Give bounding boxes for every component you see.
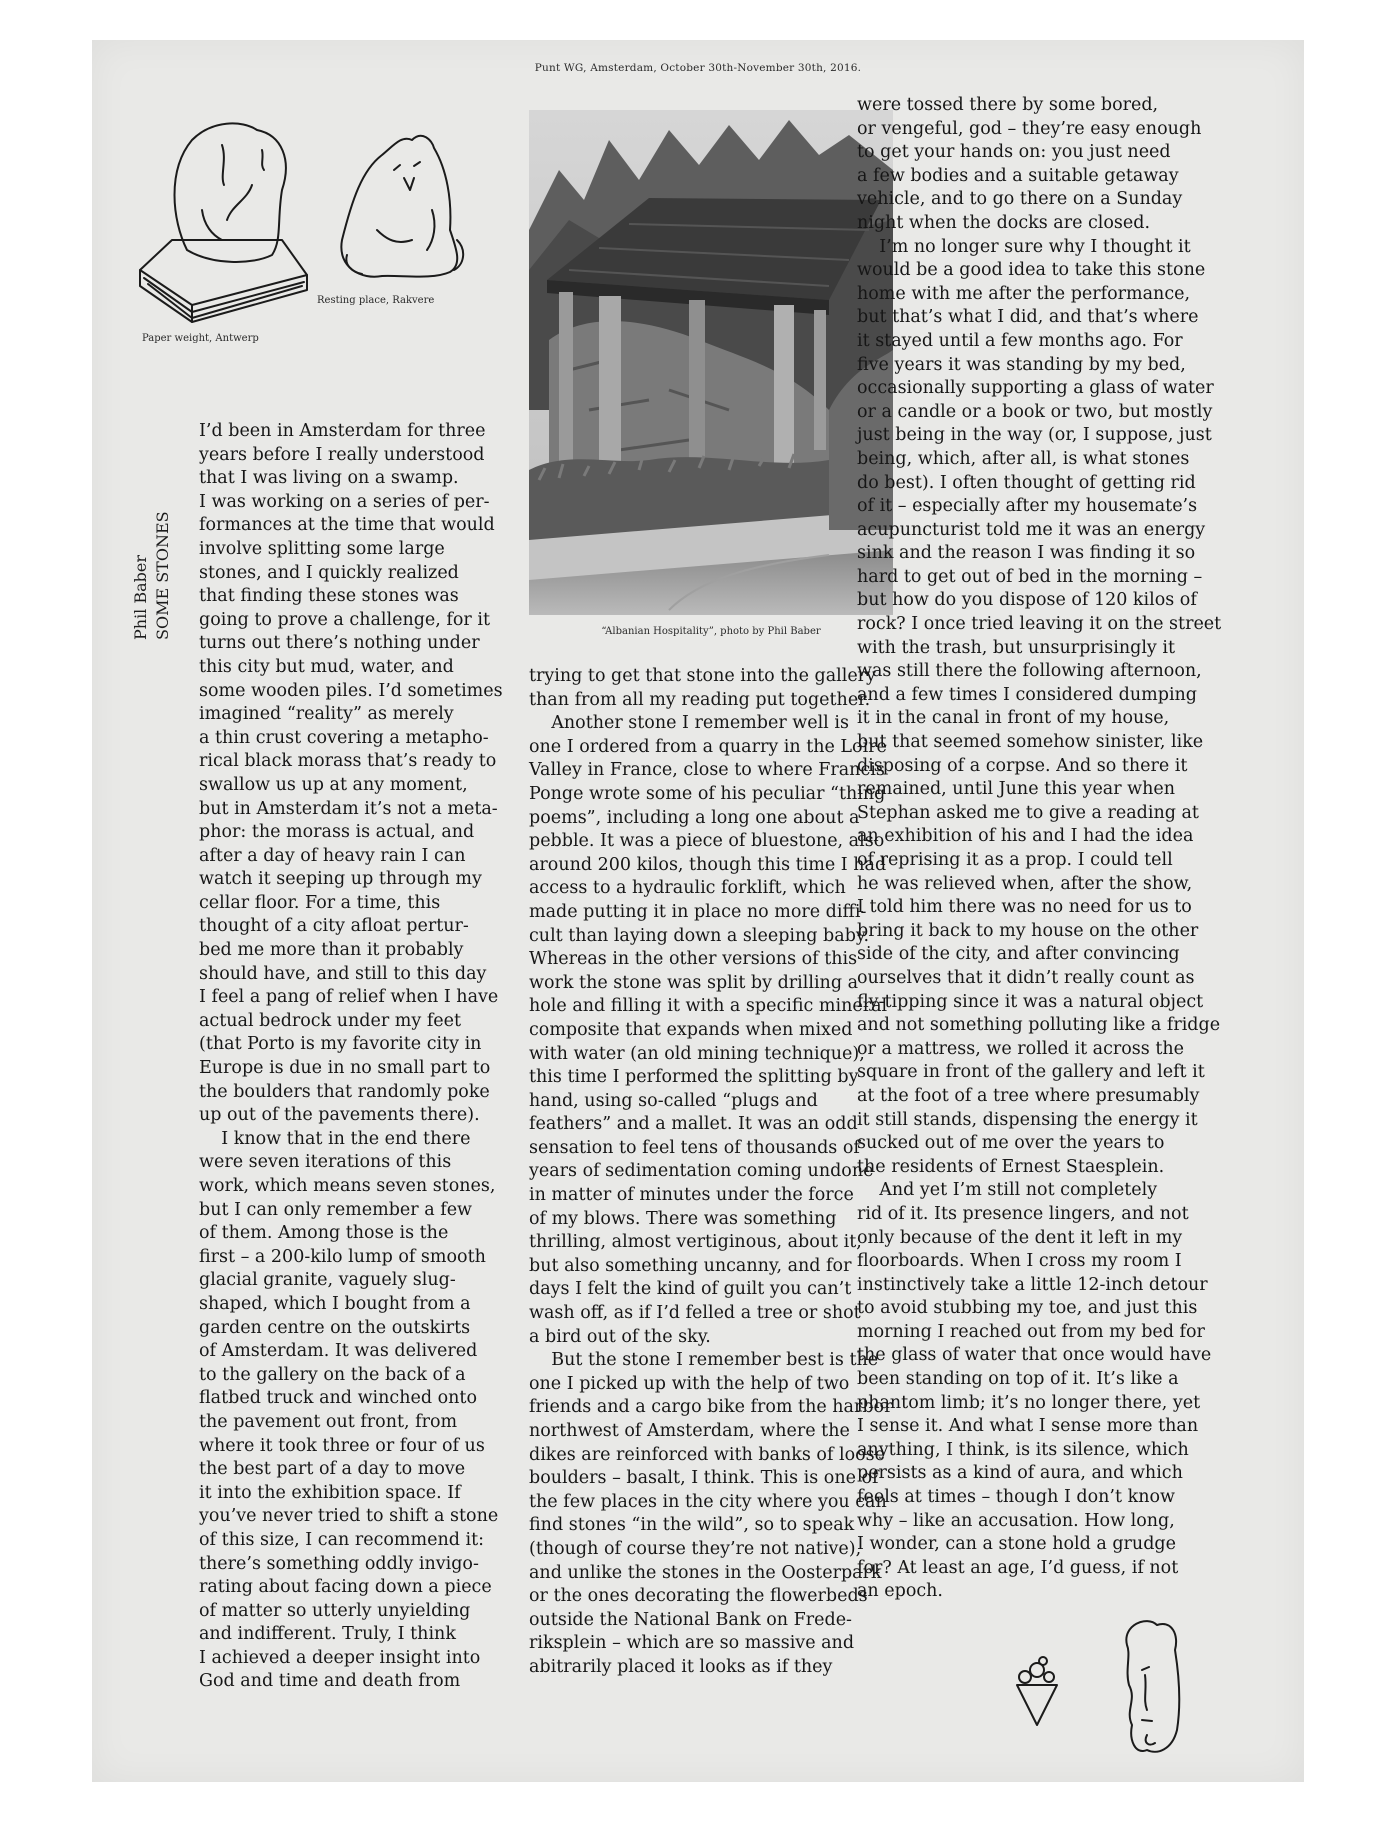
paperweight-drawing [140, 123, 307, 322]
stone-sketches [132, 90, 532, 410]
byline-rotated [130, 511, 174, 640]
cone-drawing [1017, 1685, 1057, 1725]
article-column-3: were tossed there by some bored, or vengeful, god – they’re easy enough to get your hands on: you just need a few bodies and a suitable getaway vehicle, and to go there on a Sunday night when the docks are closed. I’m no longer sure why I thought it would be a good idea to take this stone home with me after the performance, but that’s what I did, and that’s where it stayed until a few months ago. For five years it was standing by my bed, occasionally supporting a glass of water or a candle or a book or two, but mostly just being in the way (or, I suppose, just being, which, after all, is what stones do best). I often thought of getting rid of it – especially after my housemate’s acupuncturist told me it was an energy sink and the reason I was finding it so hard to get out of bed in the morning – but how do you dispose of 120 kilos of rock? I once tried leaving it on the street with the trash, but unsurprisingly it was still there the following afternoon, and a few times I considered dumping it in the canal in front of my house, but that seemed somehow sinister, like disposing of a corpse. And so there it remained, until June this year when Stephan asked me to give a reading at an exhibition of his and I had the idea of reprising it as a prop. I could tell he was relieved when, after the show, I told him there was no need for us to bring it back to my house on the other side of the city, and after convincing ourselves that it didn’t really count as fly-tipping since it was a natural object and not something polluting like a fridge or a mattress, we rolled it across the square in front of the gallery and left it at the foot of a tree where presumably it still stands, dispensing the energy it sucked out of me over the years to the residents of Ernest Staesplein. And yet I’m still not completely rid of it. Its presence lingers, and not only because of the dent it left in my floorboards. When I cross my room I instinctively take a little 12-inch detour to avoid stubbing my toe, and just this morning I reached out from my bed for the glass of water that once would have been standing on top of it. It’s like a phantom limb; it’s no longer there, yet I sense it. And what I sense more than anything, I think, is its silence, which persists as a kind of aura, and which feels at times – though I don’t know why – like an accusation. How long, I wonder, can a stone hold a grudge for? At least an age, I’d guess, if not an epoch. [857, 95, 1222, 1602]
article-photo [529, 110, 893, 615]
face-drawing [1126, 1621, 1179, 1752]
sketch-area [132, 90, 532, 410]
end-doodle [997, 1615, 1197, 1775]
article-column-2: trying to get that stone into the gallery than from all my reading put together. Another stone I remember well is one I ordered from a quarry in the Loire Valley in France, close to where Francis Ponge wrote some of his peculiar “thing poems”, including a long one about a pebble. It was a piece of bluestone, also around 200 kilos, though this time I had access to a hydraulic forklift, which made putting it in place no more diffi- cult than laying down a sleeping baby. Whereas in the other versions of this work the stone was split by drilling a hole and filling it with a specific mineral composite that expands when mixed with water (an old mining technique), this time I performed the splitting by hand, using so-called “plugs and feathers” and a mallet. It was an odd sensation to feel tens of thousands of years of sedimentation coming undone in matter of minutes under the force of my blows. There was something thrilling, almost vertiginous, about it, but also something uncanny, and for days I felt the kind of guilt you can’t wash off, as if I’d felled a tree or shot a bird out of the sky. But the stone I remember best is the one I picked up with the help of two friends and a cargo bike from the harbor northwest of Amsterdam, where the dikes are reinforced with banks of loose boulders – basalt, I think. This is one of the few places in the city where you can find stones “in the wild”, so to speak (though of course they’re not native), and unlike the stones in the Oosterpark or the ones decorating the flowerbeds outside the National Bank on Frede- riksplein – which are so massive and abitrarily placed it looks as if they [529, 666, 893, 1677]
caption-paper-weight: Paper weight, Antwerp [142, 333, 259, 344]
resting-place-drawing [341, 136, 463, 277]
article-column-1: I’d been in Amsterdam for three years before I really understood that I was living on a swamp. I was working on a series of per- formances at the time that would involve splitting some large stones, and I quickly realized that finding these stones was going to prove a challenge, for it turns out there’s nothing under this city but mud, water, and some wooden piles. I’d sometimes imagined “reality” as merely a thin crust covering a metapho- rical black morass that’s ready to swallow us up at any moment, but in Amsterdam it’s not a meta- phor: the morass is actual, and after a day of heavy rain I can watch it seeping up through my cellar floor. For a time, this thought of a city afloat pertur- bed me more than it probably should have, and still to this day I feel a pang of relief when I have actual bedrock under my feet (that Porto is my favorite city in Europe is due in no small part to the boulders that randomly poke up out of the pavements there). I know that in the end there were seven iterations of this work, which means seven stones, but I can only remember a few of them. Among those is the first – a 200-kilo lump of smooth glacial granite, vaguely slug- shaped, which I bought from a garden centre on the outskirts of Amsterdam. It was delivered to the gallery on the back of a flatbed truck and winched onto the pavement out front, from where it took three or four of us the best part of a day to move it into the exhibition space. If you’ve never tried to shift a stone of this size, I can recommend it: there’s something oddly invigo- rating about facing down a piece of matter so utterly unyielding and indifferent. Truly, I think I achieved a deeper insight into God and time and death from [199, 421, 503, 1692]
face-and-cone-sketch [997, 1615, 1197, 1775]
caption-resting-place: Resting place, Rakvere [317, 295, 435, 306]
page-header: Punt WG, Amsterdam, October 30th-November 30th, 2016. [534, 62, 862, 74]
photo-caption: “Albanian Hospitality”, photo by Phil Baber [601, 626, 821, 637]
byline-title: SOME STONES [153, 511, 172, 640]
photo-image [529, 110, 893, 615]
byline [130, 440, 170, 640]
byline-author: Phil Baber [131, 554, 150, 640]
newspaper-page [92, 40, 1304, 1782]
